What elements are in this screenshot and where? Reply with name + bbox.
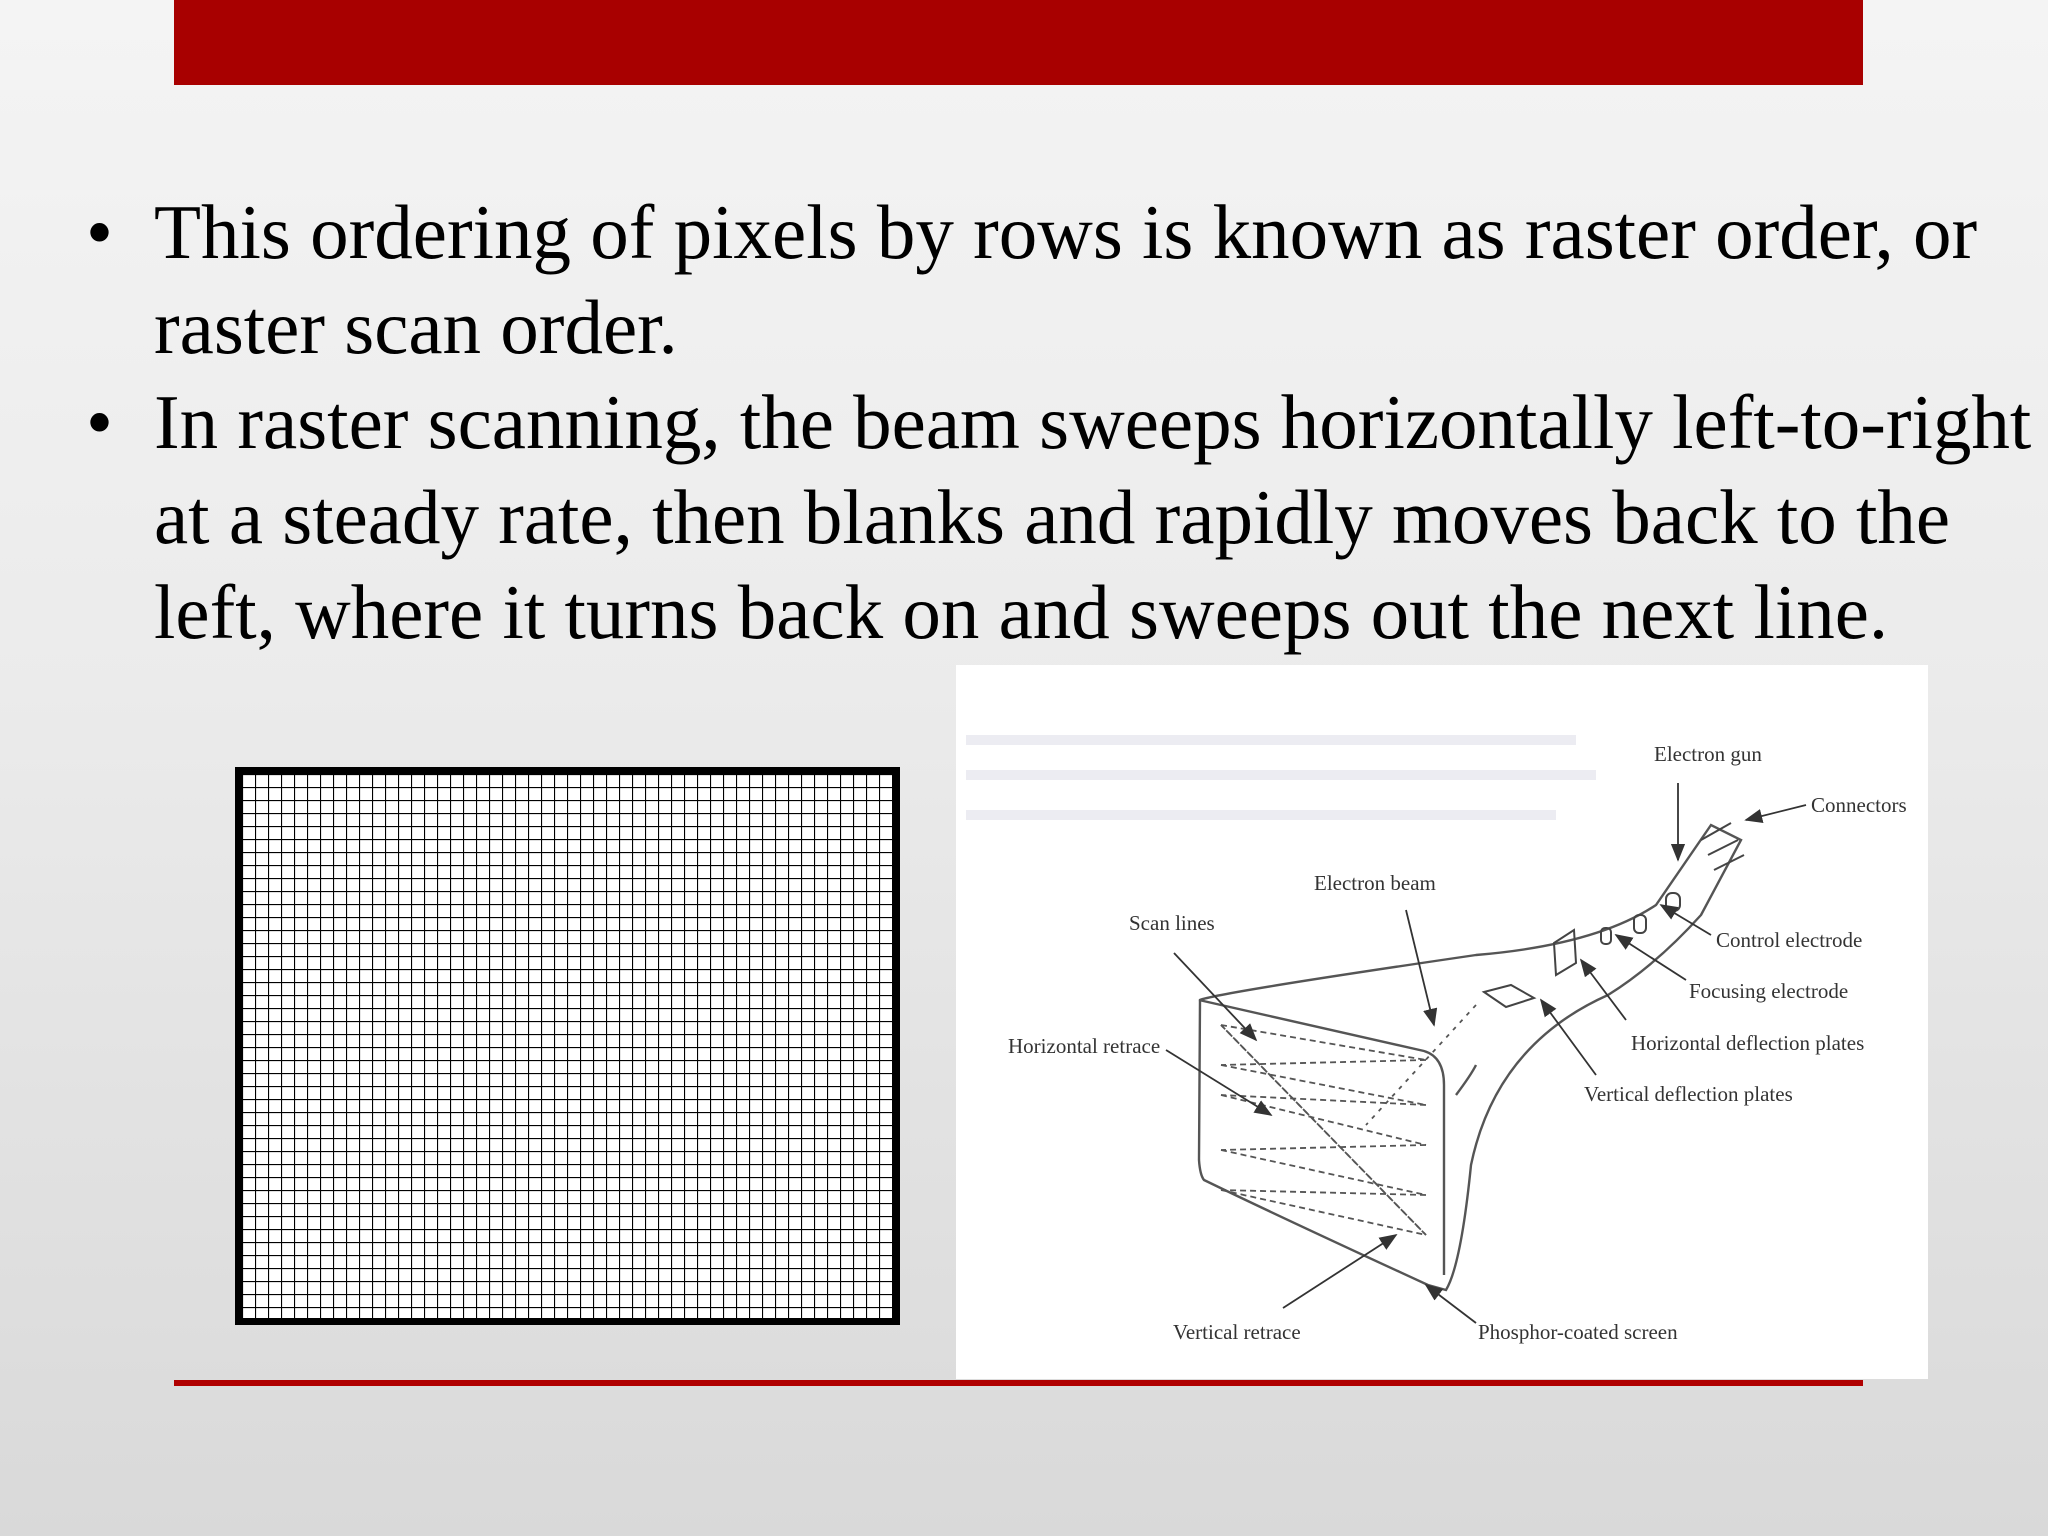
label-connectors: Connectors: [1811, 793, 1907, 817]
label-vertical-deflection-plates: Vertical deflection plates: [1584, 1082, 1793, 1106]
label-horizontal-retrace: Horizontal retrace: [1008, 1034, 1161, 1058]
label-electron-gun: Electron gun: [1654, 742, 1762, 766]
scan-lines: [1221, 1005, 1476, 1235]
footer-rule: [174, 1380, 1863, 1386]
crt-tube-icon: [1199, 825, 1741, 1290]
label-horizontal-deflection-plates: Horizontal deflection plates: [1631, 1031, 1865, 1055]
label-focusing-electrode: Focusing electrode: [1689, 979, 1849, 1003]
bullet-text: In raster scanning, the beam sweeps horizontally left-to-right at a steady rate, then blanks and rapidly moves back to the left, where it turns back on and sweeps out the next line.: [154, 379, 2032, 655]
pixel-grid-figure: [235, 767, 900, 1325]
label-vertical-retrace: Vertical retrace: [1173, 1320, 1301, 1344]
label-phosphor-coated-screen: Phosphor-coated screen: [1478, 1320, 1678, 1344]
bullet-item: [80, 185, 1980, 375]
label-electron-beam: Electron beam: [1314, 871, 1436, 895]
label-control-electrode: Control electrode: [1716, 928, 1863, 952]
bullet-dot-icon: •: [86, 379, 113, 465]
bullet-text: This ordering of pixels by rows is known as raster order, or raster scan order.: [154, 189, 1978, 370]
bullet-dot-icon: •: [86, 189, 113, 275]
bullet-list: [80, 185, 2032, 660]
crt-diagram: [956, 665, 1928, 1379]
label-scan-lines: Scan lines: [1129, 911, 1215, 935]
title-bar: [174, 0, 1863, 85]
faded-background-text: [966, 740, 1596, 815]
bullet-item: [80, 375, 2032, 660]
